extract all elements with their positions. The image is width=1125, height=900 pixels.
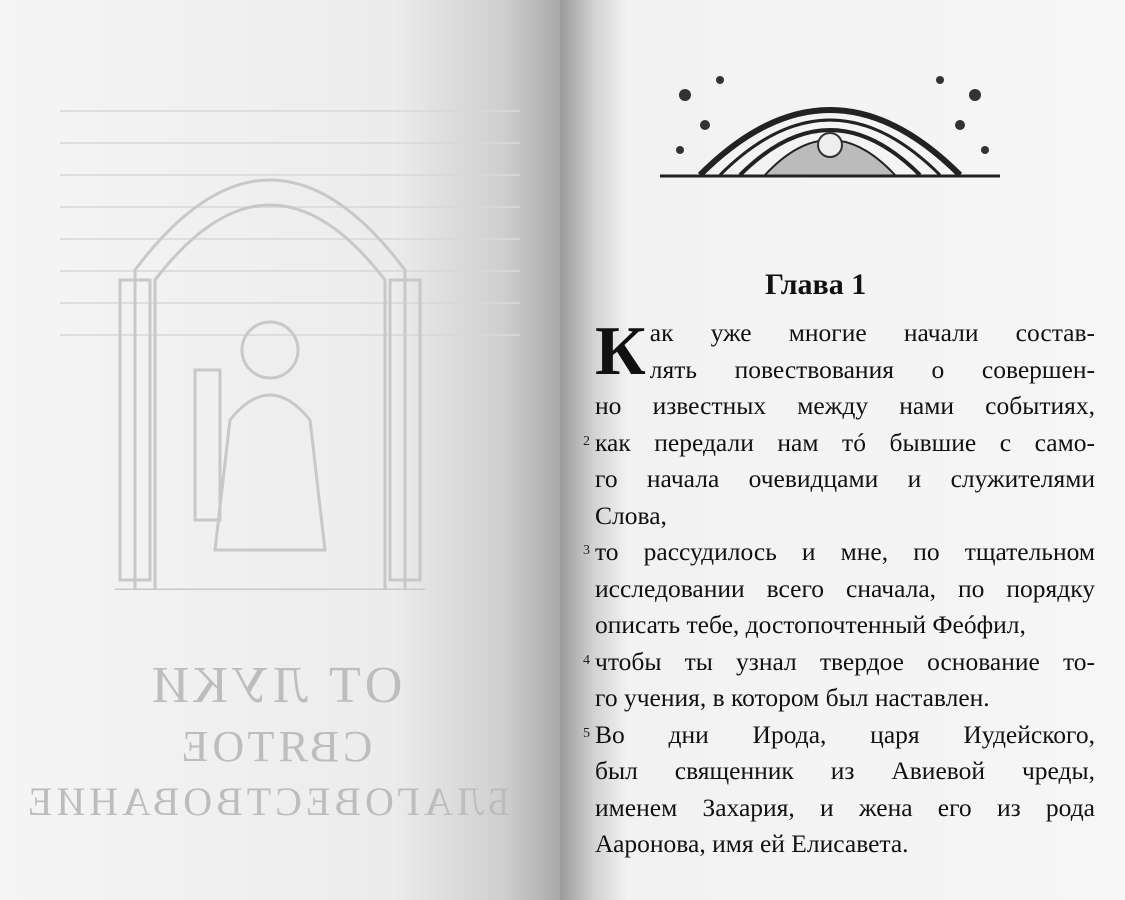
line-text: го учения, в котором был наставлен. bbox=[595, 683, 990, 712]
line-text: го начала очевидцами и служителями bbox=[595, 464, 1095, 493]
line-text: как передали нам тó бывшие с само- bbox=[595, 427, 1095, 457]
line-text: именем Захария, и жена его из рода bbox=[595, 792, 1095, 822]
text-line bbox=[595, 826, 1095, 863]
text-line bbox=[595, 498, 1095, 535]
verse-number: 4 bbox=[583, 652, 590, 668]
mirrored-title-line: СВЯТОЕ bbox=[177, 722, 373, 771]
mirrored-title bbox=[23, 650, 510, 831]
text-line bbox=[583, 717, 1095, 754]
line-text: Во дни Ирода, царя Иудейского, bbox=[595, 719, 1095, 749]
scripture-text bbox=[583, 313, 1095, 863]
text-line bbox=[583, 644, 1095, 681]
verse-number: 2 bbox=[583, 433, 590, 449]
line-text: Слова, bbox=[595, 500, 667, 530]
text-line bbox=[595, 753, 1095, 790]
text-line bbox=[583, 534, 1095, 571]
evangelist-illustration bbox=[115, 120, 425, 590]
text-line bbox=[595, 790, 1095, 827]
line-text: то рассудилось и мне, по тщательном bbox=[595, 537, 1095, 566]
text-line: лять повествования о совершен- bbox=[649, 354, 1095, 384]
opening-paragraph bbox=[595, 315, 1095, 388]
text-line bbox=[595, 571, 1095, 608]
line-text: но известных между нами событиях, bbox=[595, 391, 1095, 420]
headpiece-ornament bbox=[660, 55, 1000, 185]
line-text: исследовании всего сначала, по порядку bbox=[595, 573, 1095, 603]
line-text: описать тебе, достопочтенный Феóфил, bbox=[595, 610, 1026, 639]
text-line bbox=[595, 461, 1095, 498]
text-line bbox=[595, 388, 1095, 425]
text-line: ак уже многие начали состав- bbox=[649, 318, 1095, 347]
text-line bbox=[595, 607, 1095, 644]
line-text: чтобы ты узнал твердое основание то- bbox=[595, 646, 1095, 676]
line-text: Ааронова, имя ей Елисавета. bbox=[595, 829, 909, 858]
mirrored-title-line: ОТ ЛУКИ bbox=[147, 657, 403, 714]
text-line bbox=[583, 425, 1095, 462]
line-text: был священник из Авиевой чреды, bbox=[595, 756, 1095, 785]
verse-number: 3 bbox=[583, 543, 590, 558]
text-lines bbox=[583, 388, 1095, 863]
verse-number: 5 bbox=[583, 725, 590, 741]
drop-cap: К bbox=[595, 313, 646, 390]
mirrored-title-line: БЛАГОВЕСТВОВАНИЕ bbox=[23, 779, 510, 824]
text-line bbox=[595, 680, 1095, 717]
left-page bbox=[0, 0, 560, 900]
chapter-title: Глава 1 bbox=[765, 268, 867, 301]
